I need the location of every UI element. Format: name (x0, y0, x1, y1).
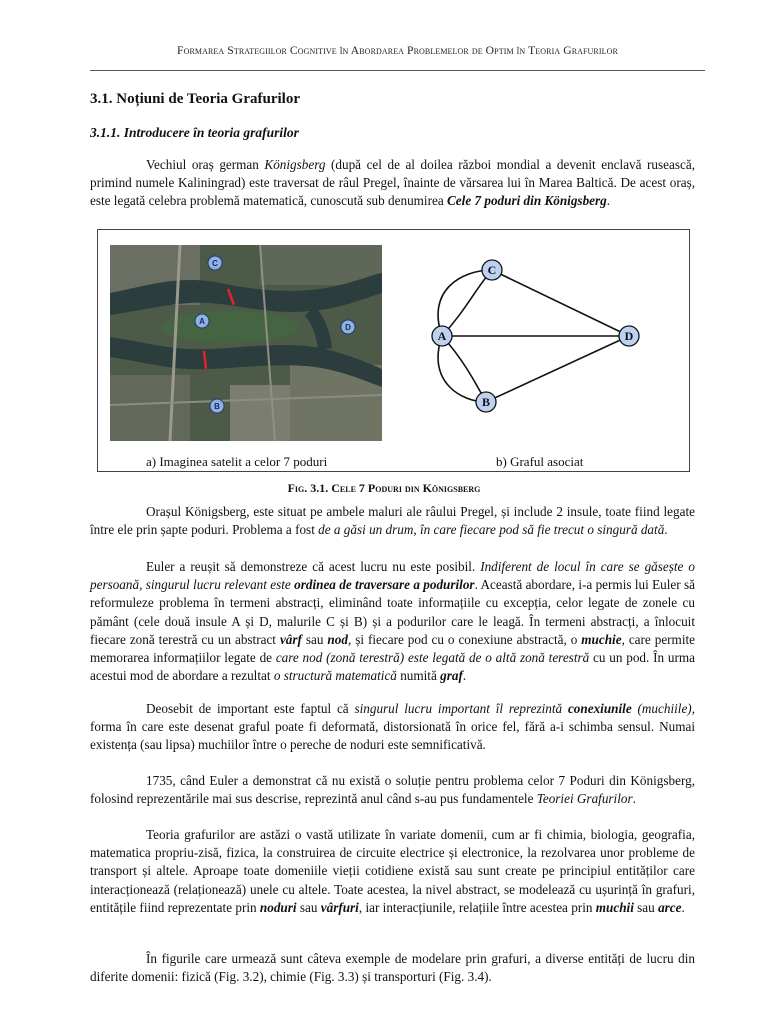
bold-emphasis-text: arce (658, 899, 682, 915)
text-run: . (632, 791, 636, 807)
running-header: Formarea Strategiilor Cognitive în Abordarea Problemelor de Optim în Teoria Grafurilor (177, 44, 618, 57)
bold-emphasis-text: Cele 7 poduri din Königsberg (447, 193, 607, 209)
emphasis-text: (muchiile) (631, 701, 692, 716)
section-title: 3.1. Noțiuni de Teoria Grafurilor (90, 91, 300, 107)
caption-graph: b) Graful asociat (496, 454, 584, 469)
emphasis-text: Königsberg (264, 157, 326, 172)
text-run: sau (296, 899, 321, 915)
text-run: Deosebit de important este faptul că (146, 701, 355, 716)
bold-emphasis-text: muchie (581, 631, 622, 647)
text-run: sau (633, 899, 659, 915)
marker-c-label: C (212, 259, 218, 268)
bold-emphasis-text: nod (327, 631, 348, 647)
city-block (110, 375, 190, 441)
text-run: În figurile care urmează sunt câteva exemple de modelare prin grafuri, a diverse entități de lucru din diferite domenii: fizică (Fig. 3.2), chimie (Fig. 3.3) și transporturi (Fig. 3.4). (90, 951, 695, 985)
edge-a-c-inner (442, 270, 492, 336)
text-run: Vechiul oraș german (146, 157, 265, 172)
graph-node-a-label: A (437, 329, 447, 343)
text-run: cu un pod. În urma acestui mod de abordare a rezultat (90, 650, 695, 684)
header-rule (90, 70, 705, 71)
paragraph-euler (90, 558, 695, 685)
emphasis-text: singurul lucru important îl reprezintă (354, 701, 568, 716)
emphasis-text: care nod (zonă terestră) este legată de o altă zonă terestră (275, 650, 590, 666)
island-kneiphof (160, 311, 300, 343)
bold-emphasis-text: vârf (279, 631, 302, 647)
text-run: Orașul Königsberg, este situat pe ambele maluri ale râului Pregel, și include 2 insule, toate fiind legate între ele prin șapte poduri. Problema a fost (90, 504, 695, 538)
text-run: (după cel de al doilea război mondial a devenit enclavă rusească, primind numele Kaliningrad) este traversat de râul Pregel, înainte de vărsarea lui în Marea Baltică. De acest oraș, este legată celebra problemă matematică, cunoscută sub denumirea (90, 157, 695, 209)
figure-title: Fig. 3.1. Cele 7 Poduri din Königsberg (287, 481, 481, 495)
emphasis-text: Indiferent de locul în care se găsește o persoană, singurul lucru relevant este (90, 559, 695, 593)
bold-emphasis-text: vârfuri (320, 899, 359, 915)
marker-d-label: D (345, 323, 351, 332)
emphasis-text: de a găsi un drum, în care fiecare pod să fie trecut o singură dată (318, 522, 665, 538)
paragraph-intro (90, 156, 695, 211)
paragraph-connections (90, 700, 695, 755)
text-run: . (664, 522, 668, 538)
bold-emphasis-text: conexiunile (567, 701, 632, 716)
marker-b-label: B (214, 402, 220, 411)
text-run: . (606, 193, 611, 209)
paragraph-1735 (90, 772, 695, 808)
text-run: numită (396, 668, 441, 684)
satellite-image-drawing (110, 245, 382, 441)
marker-a-label: A (199, 317, 205, 326)
caption-satellite: a) Imaginea satelit a celor 7 poduri (146, 454, 328, 469)
paragraph-examples (90, 950, 695, 986)
text-run: , și fiecare pod cu o conexiune abstractă, o (347, 631, 582, 647)
graph-node-d-label: D (624, 329, 634, 343)
text-run: , iar interacțiunile, relațiile între acestea prin (358, 899, 596, 915)
graph-node-b-label: B (481, 395, 491, 409)
bold-emphasis-text: noduri (259, 899, 297, 915)
figure-frame (97, 229, 690, 472)
text-run: Teoria grafurilor are astăzi o vastă utilizate în variate domenii, cum ar fi chimia, biologia, geografia, matematica propriu-zisă, fizica, la construirea de circuite electrice și electronice, la rezolvarea unor probleme de transport și altele. Aproape toate domeniile vieții cotidiene există sau sunt create pe principiul entităților care interacționează (relaționează) unele cu altele. Toate acestea, la nivel abstract, se modelează cu ușurință în grafuri, entitățile fiind reprezentate prin (90, 827, 695, 915)
text-run: , care permite memorarea informațiilor legate de (90, 631, 695, 666)
edge-c-d (492, 270, 629, 336)
paragraph-city (90, 503, 695, 539)
text-run: sau (301, 631, 328, 647)
bold-emphasis-text: muchii (595, 899, 634, 915)
satellite-image (110, 245, 382, 441)
edge-a-b-inner (442, 336, 486, 402)
edge-b-d (486, 336, 629, 402)
bold-emphasis-text: graf (440, 668, 463, 684)
text-run: . (681, 899, 685, 915)
graph-node-c-label: C (487, 263, 497, 277)
emphasis-text: Teoriei Grafurilor (536, 791, 633, 807)
text-run: . (462, 668, 467, 684)
text-run: , forma în care este desenat graful poate fi deformată, distorsionată în orice fel, fără a-i schimba sensul. Numai existența (sau lipsa) muchiilor între o pereche de noduri este semnificativă. (90, 701, 695, 753)
paragraph-applications (90, 826, 695, 917)
subsection-title: 3.1.1. Introducere în teoria grafurilor (90, 125, 299, 140)
text-run: 1735, când Euler a demonstrat că nu există o soluție pentru problema celor 7 Poduri din Königsberg, folosind reprezentările mai sus descrise, reprezintă anul când s-au pus fundamentele (90, 773, 695, 807)
text-run: . Această abordare, i-a permis lui Euler să reformuleze problema în termeni abstracți, eliminând toate informațiile cu excepția, celor legate de zonele cu pământ (cele două insule A și D, malurile C și B) și a podurilor care le leagă. În termeni abstracți, a înlocuit fiecare zonă terestră cu un abstract (90, 577, 695, 647)
city-block (230, 385, 290, 441)
text-run: Euler a reușit să demonstreze că acest lucru nu este posibil. (146, 559, 481, 574)
emphasis-text: o structură matematică (273, 668, 397, 684)
bold-emphasis-text: ordinea de traversare a podurilor (294, 577, 475, 593)
konigsberg-graph (416, 250, 656, 420)
